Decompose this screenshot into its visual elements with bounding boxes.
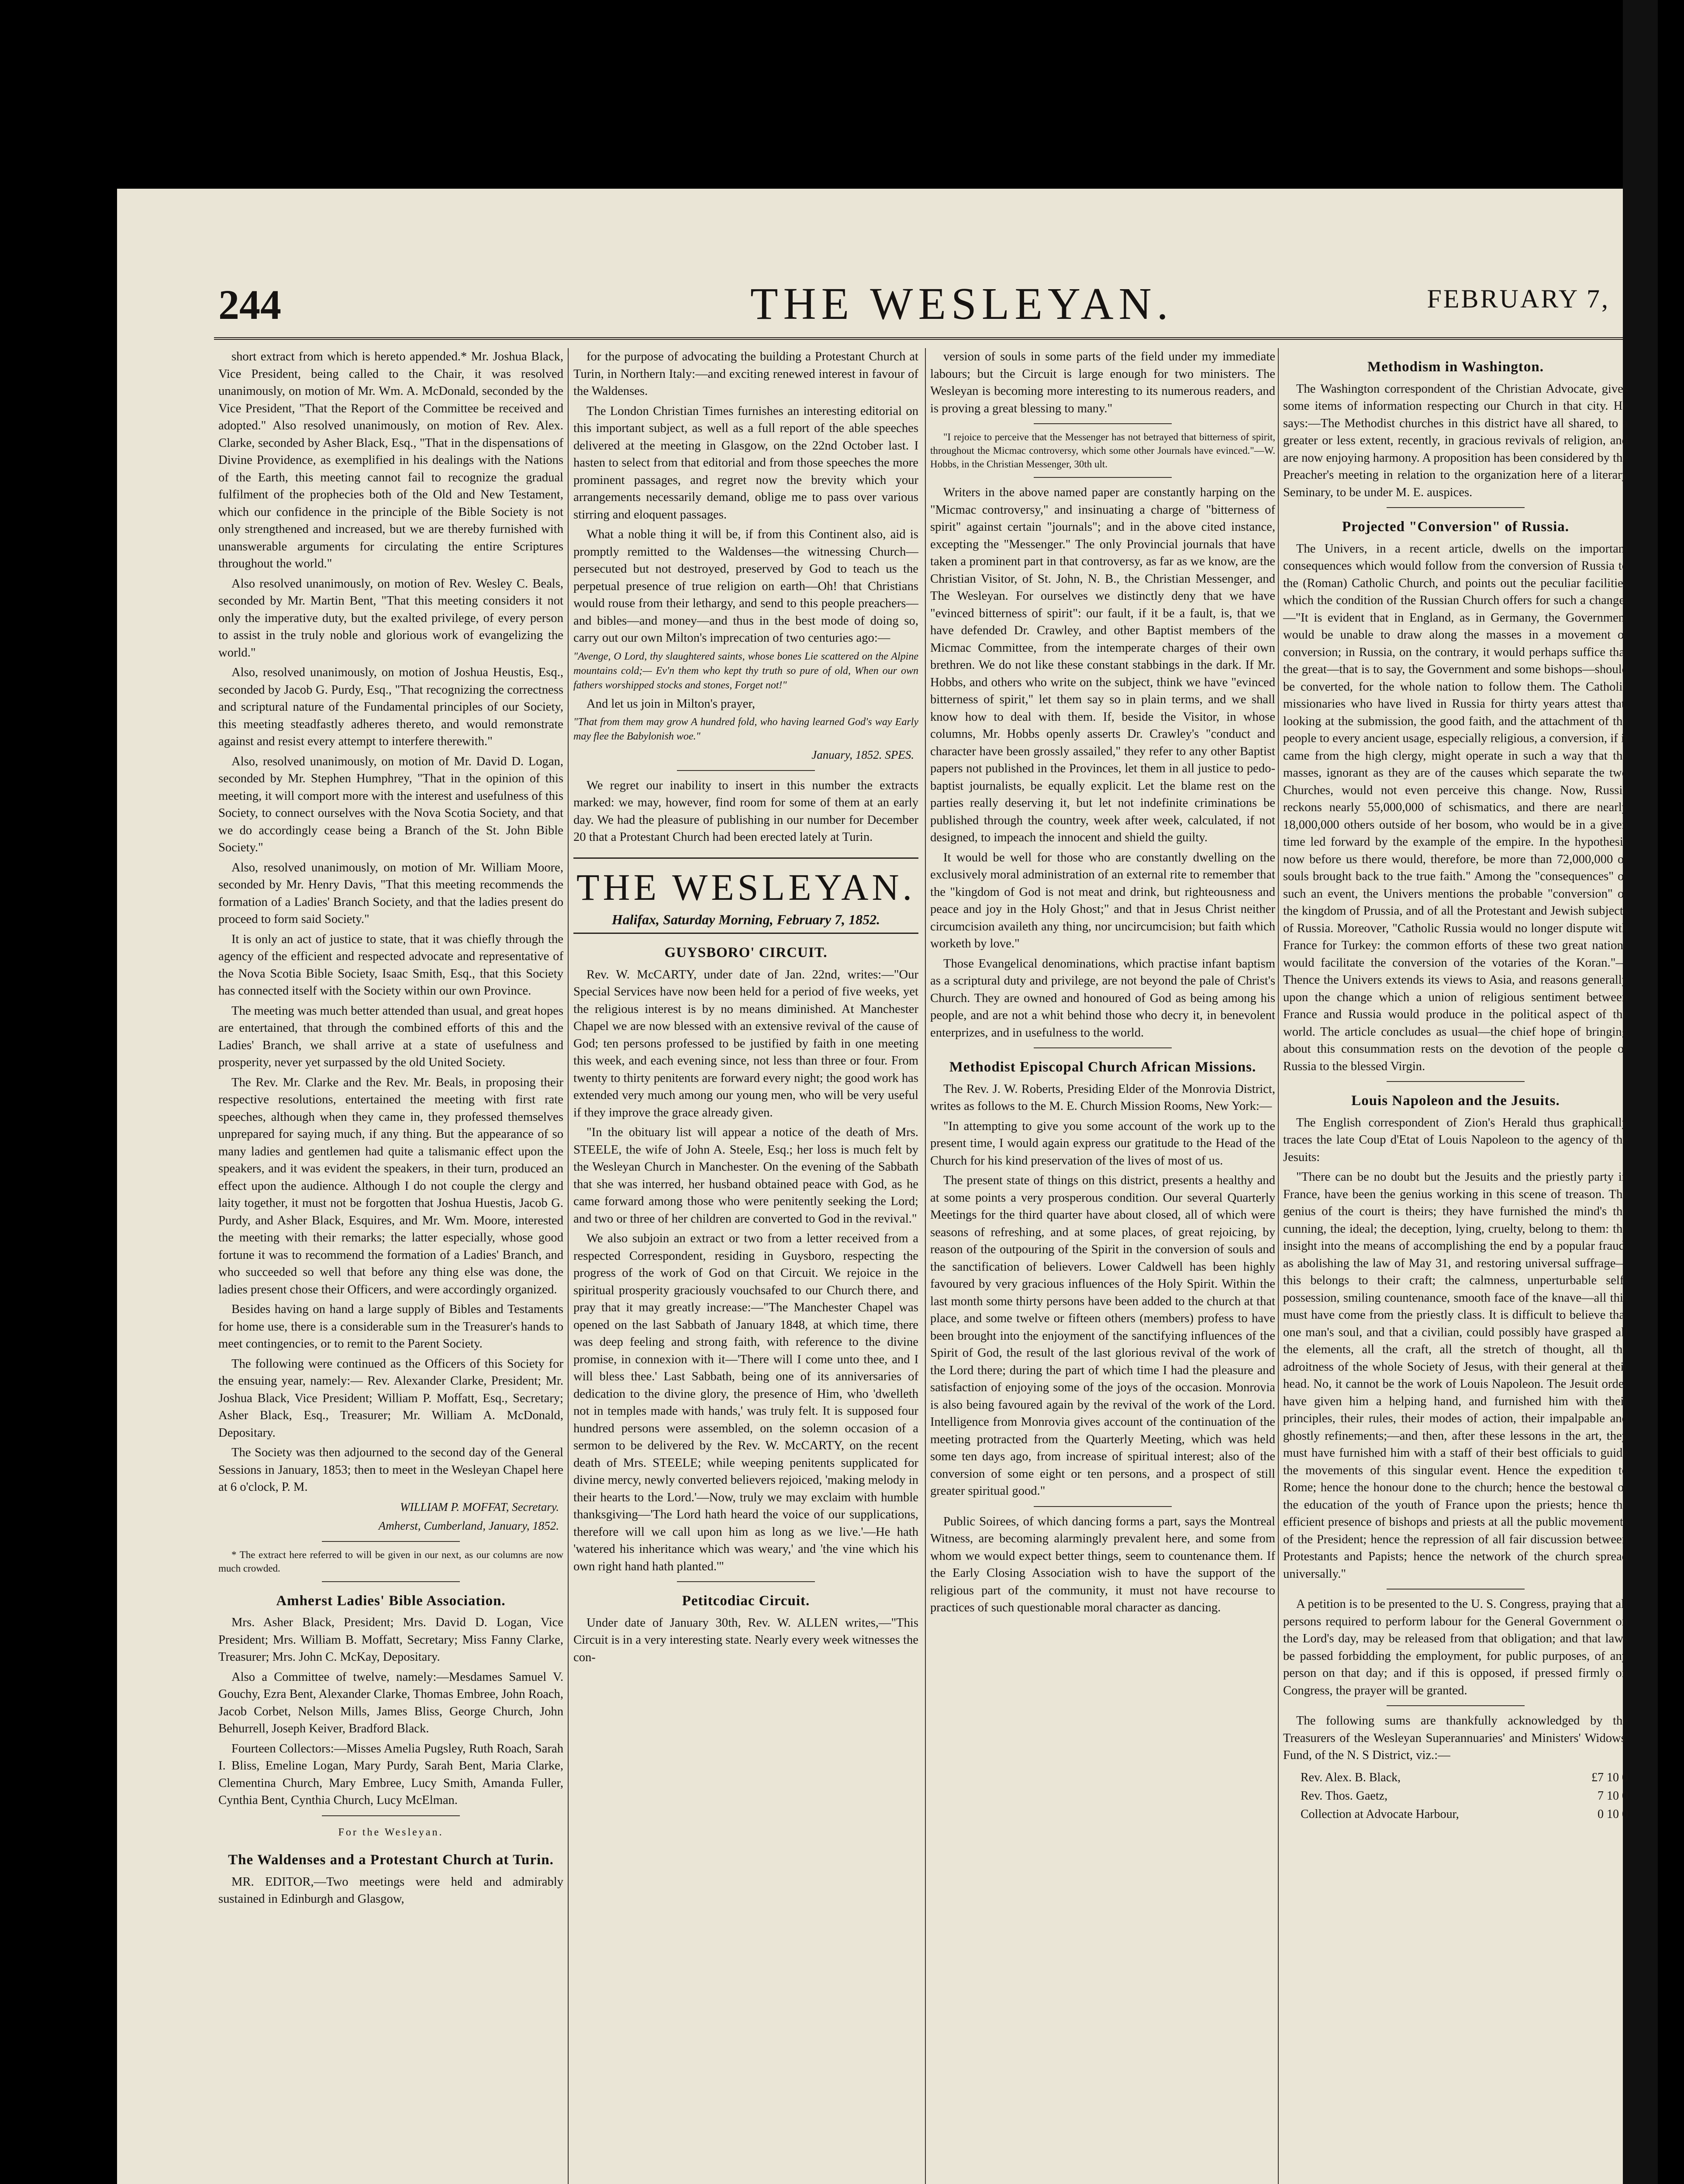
subscription-amount: £7 10 0 — [1591, 1770, 1628, 1784]
verse-quote: "Avenge, O Lord, thy slaughtered saints, whose bones Lie scattered on the Alpine mountains cold;— Ev'n them who kept thy truth so pure of old, When our own fathers worshipped stocks and stones, Forget not!" — [573, 650, 918, 691]
column-rule — [568, 348, 569, 2184]
article-paragraph: for the purpose of advocating the building a Protestant Church at Turin, in Northern Italy:—and exciting renewed interest in favour of the Waldenses. — [573, 350, 918, 398]
ladies-association-heading: Amherst Ladies' Bible Association. — [276, 1593, 506, 1609]
article-paragraph: Under date of January 30th, Rev. W. ALLEN writes,—"This Circuit is in a very interesting state. Nearly every week witnesses the con- — [573, 1616, 918, 1664]
article-paragraph: It would be well for those who are constantly dwelling on the exclusively moral administration of an external rite to remember that the "kingdom of God is not meat and drink, but righteousness and peace and joy in the Holy Ghost;" and that in Jesus Christ neither circumcision availeth any thing, nor uncircumcision; but faith which worketh by love." — [930, 850, 1275, 950]
article-paragraph: It is only an act of justice to state, that it was chiefly through the agency of the efficient and respected advocate and representative of the Nova Scotia Bible Society, Isaac Smith, Esq., that this Society has connected itself with the Society within our own Province. — [218, 932, 563, 998]
russia-heading: Projected "Conversion" of Russia. — [1342, 519, 1569, 535]
article-paragraph: The Society was then adjourned to the second day of the General Sessions in January, 1853; then to meet in the Wesleyan Chapel here at 6 o'clock, P. M. — [218, 1446, 563, 1494]
newspaper-page — [117, 189, 1628, 2184]
divider — [322, 1541, 460, 1542]
article-paragraph: The Washington correspondent of the Christian Advocate, gives some items of information respecting our Church in that city. He says:—The Methodist churches in this district have all shared, to a greater or less extent, recently, in gracious revivals of religion, and are now enjoying harmony. A proposition has been considered by the Preacher's meeting in relation to the organization here of a literary Seminary, to be under M. E. auspices. — [1283, 382, 1628, 499]
column-2 — [573, 348, 918, 2184]
divider — [677, 770, 815, 771]
signature: WILLIAM P. MOFFAT, Secretary. — [400, 1500, 559, 1514]
article-paragraph: Writers in the above named paper are constantly harping on the "Micmac controversy," and insinuating a charge of "bitterness of spirit" against certain "journals"; and in the above cited instance, excepting the "Messenger." The only Provincial journals that have taken a prominent part in that controversy, as far as we know, are the Christian Visitor, of St. John, N. B., the Christian Messenger, and The Wesleyan. For ourselves we distinctly deny that we have "evinced bitterness of spirit": our fault, if it be a fault, is, that we have defended Dr. Crawley, and other Baptist members of the Micmac Committee, from the intemperate charges of their own brethren. We do not like these constant stabbings in the dark. If Mr. Hobbs, and others who write on the subject, think we have "evinced bitterness of spirit," let them say so in plain terms, and we shall know how to deal with them. If, beside the Visitor, in whose columns, Mr. Hobbs openly asserts Dr. Crawley's "conduct and character have been grossly assailed," they refer to any other Baptist papers not published in the Provinces, let them in all justice to pedo-baptist journalists, be equally explicit. Let the blame rest on the parties really deserving it, but let not indefinite criminations be published through the country, week after week, calculated, if not designed, to impeach the innocent and shield the guilty. — [930, 486, 1275, 844]
scan-edge — [1623, 0, 1658, 2184]
article-paragraph: The following sums are thankfully acknowledged by the Treasurers of the Wesleyan Superannuaries' and Ministers' Widows' Fund, of the N. S District, viz.:— — [1283, 1714, 1628, 1762]
article-paragraph: Also, resolved unanimously, on motion of Joshua Heustis, Esq., seconded by Jacob G. Purdy, Esq., "That recognizing the correctness and scriptural nature of the Fundamental principles of our Society, this meeting steadfastly adheres thereto, and would remonstrate against and resist every attempt to interfere therewith." — [218, 666, 563, 748]
divider — [1387, 1705, 1525, 1706]
column-4 — [1283, 348, 1628, 2184]
footnote: * The extract here referred to will be given in our next, as our columns are now much crowded. — [218, 1549, 563, 1574]
article-paragraph: Fourteen Collectors:—Misses Amelia Pugsley, Ruth Roach, Sarah I. Bliss, Emeline Logan, Mary Purdy, Sarah Bent, Maria Clarke, Clementina Church, Mary Embree, Lucy Smith, Amanda Fuller, Cynthia Bent, Cynthia Church, Lucy McElman. — [218, 1742, 563, 1807]
divider — [1387, 1081, 1525, 1082]
header-rule — [214, 337, 1623, 340]
article-paragraph: "In attempting to give you some account of the work up to the present time, I would again express our gratitude to the Head of the Church for his kind preservation of the lives of most of us. — [930, 1119, 1275, 1168]
article-paragraph: Those Evangelical denominations, which practise infant baptism as a scriptural duty and privilege, are not beyond the pale of Christ's Church. They are owned and honoured of God as being among his people, and are not a whit behind those who decry it, in benevolent enterprizes, and in usefulness to the world. — [930, 957, 1275, 1040]
article-paragraph: Also resolved unanimously, on motion of Rev. Wesley C. Beals, seconded by Mr. Martin Bent, "That this meeting considers it not only the imperative duty, but the exalted privilege, of every person to assist in the truly noble and glorious work of evangelizing the world." — [218, 577, 563, 660]
divider — [322, 1581, 460, 1582]
article-paragraph: The present state of things on this district, presents a healthy and at some points a very prosperous condition. Our several Quarterly Meetings for the third quarter have about closed, all of which were seasons of refreshing, and at some places, of great rejoicing, by reason of the outpouring of the Spirit in the conversion of souls and the sanctification of believers. Lower Caldwell has been highly favoured by very gracious influences of the Holy Spirit. Within the last month some thirty persons have been added to the church at that place, and some twelve or fifteen others (members) profess to have been brought into the enjoyment of the sanctifying influences of the Spirit of God, the result of the last glorious revival of the work of the Lord there; during the part of which time I had the pleasure and satisfaction of enjoying some of the joys of the occasion. Monrovia is also being favoured again by the revival of the work of the Lord. Intelligence from Monrovia gives account of the continuation of the meeting protracted from the Quarterly Meeting, which was held some ten days ago, from increase of spiritual interest; also of the conversion of some eight or ten persons, and a prospect of still greater spiritual good." — [930, 1174, 1275, 1498]
verse-quote: "That from them may grow A hundred fold, who having learned God's way Early may flee the Babylonish woe." — [573, 716, 918, 742]
article-paragraph: The meeting was much better attended than usual, and great hopes are entertained, that through the combined efforts of this and the Ladies' Branch, we shall arrive at a state of usefulness and prosperity, never yet surpassed by the old United Society. — [218, 1004, 563, 1069]
guysboro-heading: GUYSBORO' CIRCUIT. — [664, 945, 828, 961]
article-paragraph: The London Christian Times furnishes an interesting editorial on this important subject, as well as a full report of the able speeches delivered at the meeting in Glasgow, on the 22nd October last. I hasten to select from that editorial and from those speeches the more prominent passages, and regret now the brevity which your arrangements necessarily demand, oblige me to pass over various stirring and eloquent passages. — [573, 404, 918, 522]
article-paragraph: Also, resolved unanimously, on motion of Mr. William Moore, seconded by Mr. Henry Davis, "That this meeting recommends the formation of a Ladies' Branch Society, and that the ladies present do proceed to form said Society." — [218, 860, 563, 926]
divider — [322, 1815, 460, 1816]
subscriber-name: Rev. Alex. B. Black, — [1301, 1770, 1401, 1784]
page-header — [117, 263, 1623, 337]
petitcodiac-heading: Petitcodiac Circuit. — [682, 1593, 810, 1609]
header-date: FEBRUARY 7, — [1427, 284, 1610, 313]
column-3 — [930, 348, 1275, 2184]
page-number: 244 — [218, 281, 281, 328]
article-paragraph: And let us join in Milton's prayer, — [587, 697, 756, 711]
article-paragraph: Besides having on hand a large supply of Bibles and Testaments for home use, there is a considerable sum in the Treasurer's hands to meet contingencies, or to remit to the Parent Society. — [218, 1303, 563, 1351]
subscription-row — [1283, 1787, 1628, 1805]
date-signature: January, 1852. SPES. — [811, 748, 914, 761]
column-1 — [218, 348, 563, 2184]
subscriber-name: Collection at Advocate Harbour, — [1301, 1807, 1459, 1821]
subscription-amount: 0 10 0 — [1598, 1807, 1628, 1821]
article-paragraph: A petition is to be presented to the U. S. Congress, praying that all persons required to perform labour for the General Government on the Lord's day, may be released from that obligation; and that laws be passed forbidding the employment, for public purposes, of any person on that day; and if this is opposed, if pressed firmly on Congress, the prayer will be granted. — [1283, 1597, 1628, 1697]
article-paragraph: version of souls in some parts of the field under my immediate labours; but the Circuit is large enough for two ministers. The Wesleyan is becoming more interesting to its numerous readers, and is proving a great blessing to many." — [930, 350, 1275, 415]
column-rule — [925, 348, 926, 2184]
subscription-amount: 7 10 0 — [1598, 1789, 1628, 1803]
article-paragraph: The following were continued as the Officers of this Society for the ensuing year, namely:— Rev. Alexander Clarke, President; Mr. Joshua Black, Vice President; William P. Moffatt, Esq., Secretary; Asher Black, Esq., Treasurer; Mr. William A. McDonald, Depositary. — [218, 1357, 563, 1440]
napoleon-heading: Louis Napoleon and the Jesuits. — [1351, 1093, 1560, 1109]
article-paragraph: Rev. W. McCARTY, under date of Jan. 22nd, writes:—"Our Special Services have now been held for a period of five weeks, yet the religious interest is by no means diminished. At Manchester Chapel we are now blessed with an extensive revival of the cause of God; ten persons professed to be justified by faith in one meeting this week, and each evening since, not less than three or four. From twenty to thirty penitents are forward every night; the good work has extended very much among our young men, who will be very useful if they improve the grace already given. — [573, 968, 918, 1120]
editorial-dateline: Halifax, Saturday Morning, February 7, 1852. — [611, 911, 880, 927]
subscriber-name: Rev. Thos. Gaetz, — [1301, 1789, 1388, 1803]
article-paragraph: Also, resolved unanimously, on motion of Mr. David D. Logan, seconded by Mr. Stephen Humphrey, "That in the opinion of this meeting, it will comport more with the interest and usefulness of this Society, to connect ourselves with the Nova Scotia Society, and that we do accordingly cease being a Branch of the St. John Bible Society." — [218, 754, 563, 854]
article-paragraph: We also subjoin an extract or two from a letter received from a respected Correspondent, residing in Guysboro, respecting the progress of the work of God on that Circuit. We rejoice in the spiritual prosperity graciously vouchsafed to our Church there, and pray that it may greatly increase:—"The Manchester Chapel was opened on the last Sabbath of January 1848, at which time, there was deep feeling and strong faith, with reference to the divine promise, in connexion with it—'There will I come unto thee, and I will bless thee.' Last Sabbath, being one of its anniversaries of dedication to the divine glory, the presence of Him, who 'dwelleth not in temples made with hands,' was truly felt. It is supposed four hundred persons were assembled, on the solemn occasion of a sermon to be delivered by the Rev. W. McCARTY, on the recent death of Mrs. STEELE; while weeping penitents supplicated for divine mercy, newly converted believers rejoiced, 'making melody in their hearts to the Lord.'—Now, truly we may exclaim with humble thanksgiving—'The Lord hath heard the voice of our supplications, therefore will we call upon him as long as we live.'—He hath 'watered his inheritance which was weary,' and 'the vine which his own right hand hath planted.'" — [573, 1232, 918, 1573]
article-paragraph: We regret our inability to insert in this number the extracts marked: we may, however, find room for some of them at an early day. We had the pleasure of publishing in our number for December 20 that a Protestant Church had been erected lately at Turin. — [573, 778, 918, 844]
subscription-list — [1283, 1769, 1628, 1824]
footnote: "I rejoice to perceive that the Messenger has not betrayed that bitterness of spirit, throughout the Micmac controversy, which some other Journals have evinced."—W. Hobbs, in the Christian Messenger, 30th ult. — [930, 432, 1275, 470]
column-rule — [1278, 348, 1279, 2184]
for-wesleyan-label: For the Wesleyan. — [338, 1826, 444, 1838]
article-paragraph: The English correspondent of Zion's Herald thus graphically traces the late Coup d'Etat of Louis Napoleon to the agency of the Jesuits: — [1283, 1116, 1628, 1164]
divider — [1387, 507, 1525, 508]
divider — [1034, 423, 1172, 424]
article-paragraph: short extract from which is hereto appended.* Mr. Joshua Black, Vice President, being called to the Chair, it was resolved unanimously, on motion of Mr. Wm. A. McDonald, seconded by the Vice President, "That the Report of the Committee be received and adopted." Also resolved unanimously, on motion of Rev. Alex. Clarke, seconded by Asher Black, Esq., "That in the dispensations of Divine Providence, as exemplified in his dealings with the Nations of the Earth, this meeting cannot fail to recognize the gradual fulfilment of the prophecies both of the Old and New Testament, which our confidence in the principle of the Bible Society is not only strengthened and increased, but we are thereby furnished with unanswerable arguments for circulating the entire Scriptures throughout the world." — [218, 350, 563, 570]
subscription-row — [1283, 1769, 1628, 1787]
subscription-row — [1283, 1805, 1628, 1824]
article-paragraph: Also a Committee of twelve, namely:—Mesdames Samuel V. Gouchy, Ezra Bent, Alexander Clarke, Thomas Embree, John Roach, Jacob Corbet, Nelson Mills, James Bliss, George Church, John Behurrell, Joseph Keiver, Bradford Black. — [218, 1670, 563, 1735]
editorial-title: THE WESLEYAN. — [576, 866, 915, 908]
divider — [1034, 1047, 1172, 1048]
divider — [1387, 1589, 1525, 1590]
article-paragraph: "There can be no doubt but the Jesuits and the priestly party in France, have been the genius working in this scene of treason. The genius of the court is theirs; they have furnished the mind's the cunning, the ideal; the deception, lying, cruelty, belong to them: the insight into the means of accomplishing the end by a popular fraud, as abolishing the law of May 31, and restoring universal suffrage—this belongs to their craft; the calmness, unperturbable self-possession, smiling countenance, smooth face of the knave—all this must have come from the priestly class. It is difficult to believe that one man's soul, and that a civilian, could possibly have grasped all the elements, all the craft, all the stretch of thought, all the adroitness of the whole Society of Jesus, with their general at their head. No, it cannot be the work of Louis Napoleon. The Jesuit order have given him a helping hand, and furnished him with their principles, their rules, their modes of action, their impalpable and ghostly refinements;—and then, after these lessons in the art, they must have furnished him with a staff of their best officials to guide the movements of this singular event. Hence the expedition to Rome; hence the honour done to the church; hence the bestowal of the education of the youth of France upon the priests; hence the efficient presence of bishops and priests at all the public movements of the President; hence the repression of all fair discussion between Protestants and Papists; hence the network of the church spread universally." — [1283, 1170, 1628, 1581]
divider — [1034, 477, 1172, 478]
mission-heading: Methodist Episcopal Church African Missions. — [949, 1059, 1256, 1075]
divider — [1034, 1506, 1172, 1507]
editorial-masthead — [573, 857, 918, 934]
waldenses-heading: The Waldenses and a Protestant Church at Turin. — [228, 1852, 554, 1868]
article-paragraph: The Univers, in a recent article, dwells on the important consequences which would follow from the conversion of Russia to the (Roman) Catholic Church, and points out the peculiar facilities which the condition of the Russian Church offers for such a change:—"It is evident that in England, as in Germany, the Government would be unable to draw along the masses in a movement of conversion; in Russia, on the contrary, it would perhaps suffice that the great—that is to say, the Government and some bishops—should be converted, for the whole nation to follow them. The Catholic missionaries who have lived in Russia for thirty years attest that, looking at the submission, the good faith, and the attachment of the people to every ancient usage, especially religious, a conversion, if it came from the high clergy, might operate in such a way that the masses, ignorant as they are of the causes which separate the two Churches, would not even perceive this change. Now, Russia reckons nearly 55,000,000 of schismatics, and there are nearly 18,000,000 others outside of her bosom, who would be in a given time led forward by the example of the empire. In the hypothesis now before us there would, therefore, be more than 72,000,000 of souls brought back to the true faith." Among the "consequences" of such an event, the Univers mentions the probable "conversion" of the kingdom of Prussia, and of all the Protestant and Jewish subjects of Russia. Moreover, "Catholic Russia would no longer dispute with France for Turkey: the common efforts of these two great nations would facilitate the conversion of the votaries of the Koran."—Thence the Univers extends its views to Asia, and reasons generally upon the change which a union of religious sentiment between France and Russia would produce in the political aspect of the world. The article concludes as usual—the chief hope of bringing about this consummation rests on the devotion of the people of Russia to the blessed Virgin. — [1283, 542, 1628, 1073]
article-paragraph: Public Soirees, of which dancing forms a part, says the Montreal Witness, are becoming alarmingly prevalent here, and some from whom we would expect better things, seem to countenance them. If the Early Closing Association wish to have the support of the religious part of the community, it must not have recourse to practices of such questionable moral character as dancing. — [930, 1514, 1275, 1614]
signature-place: Amherst, Cumberland, January, 1852. — [378, 1519, 559, 1532]
article-paragraph: Mrs. Asher Black, President; Mrs. David D. Logan, Vice President; Mrs. William B. Moffatt, Secretary; Miss Fanny Clarke, Treasurer; Mrs. John C. McKay, Depositary. — [218, 1616, 563, 1664]
article-paragraph: The Rev. Mr. Clarke and the Rev. Mr. Beals, in proposing their respective resolutions, entertained the meeting with first rate speeches, although when they came in, they professed themselves unprepared for saying much, if any thing. But the appearance of so many ladies and gentlemen had quite a talismanic effect upon the speakers, and it was evident the speakers, in their turn, produced an effect upon the audience. Although I do not couple the clergy and laity together, it must not be forgotten that Joshua Huestis, Jacob G. Purdy, and Asher Black, Esquires, and Mr. Wm. Moore, interested the meeting with their remarks; the latter especially, whose good fortune it was to recommend the formation of a Ladies' Branch, and who succeeded so well that before any thing else was done, the ladies present chose their Officers, and were accordingly organized. — [218, 1075, 563, 1296]
article-paragraph: The Rev. J. W. Roberts, Presiding Elder of the Monrovia District, writes as follows to the M. E. Church Mission Rooms, New York:— — [930, 1082, 1275, 1113]
article-paragraph: What a noble thing it will be, if from this Continent also, aid is promptly remitted to the Waldenses—the witnessing Church—persecuted but not destroyed, preserved by God to teach us the perpetual presence of true religion on earth—Oh! that Christians would rouse from their lethargy, and send to this people preachers—and bibles—and money—and thus in the best mode of doing so, carry out our own Milton's imprecation of two centuries ago:— — [573, 528, 918, 645]
divider — [677, 1581, 815, 1582]
washington-heading: Methodism in Washington. — [1367, 359, 1544, 375]
article-paragraph: "In the obituary list will appear a notice of the death of Mrs. STEELE, the wife of John A. Steele, Esq.; her loss is much felt by the Wesleyan Church in Manchester. On the evening of the Sabbath that she was interred, her husband obtained peace with God, as he came forward among those who were penitently seeking the Lord; and two or three of her children are converted to God in the revival." — [573, 1126, 918, 1226]
masthead: THE WESLEYAN. — [750, 279, 1173, 329]
article-paragraph: MR. EDITOR,—Two meetings were held and admirably sustained in Edinburgh and Glasgow, — [218, 1875, 563, 1906]
